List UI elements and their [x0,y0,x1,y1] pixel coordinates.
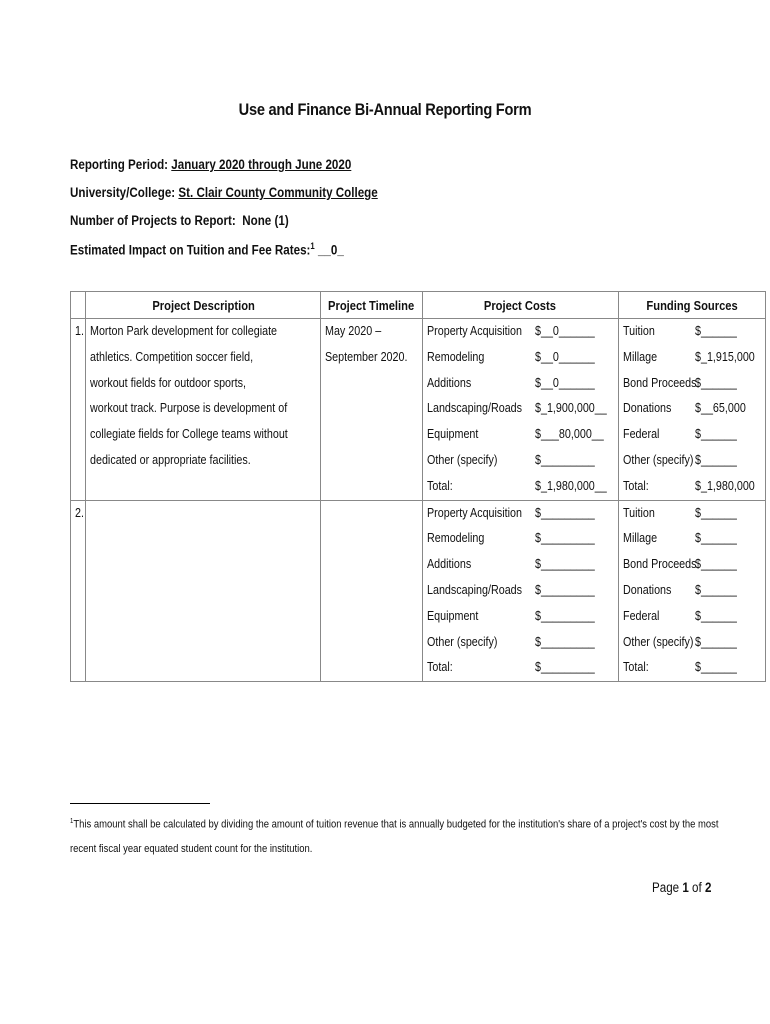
reporting-period-value: January 2020 through June 2020 [171,157,352,172]
page-total: 2 [704,880,712,895]
page-number [652,880,711,895]
projects-count [70,213,289,228]
page-current: 1 [682,880,689,895]
project-costs: Property Acquisition $_________ Remodeling $_________ Additions $_________ Landscaping/Roads $_________ Equipment $_________ Other (specify) $_________ Total: $_________ [422,500,618,682]
header-timeline: Project Timeline [321,292,422,319]
table-row [71,319,766,501]
page-prefix: Page [652,880,680,895]
funding-sources: Tuition $______ Millage $______ Bond Proceeds $______ Donations $______ Federal $______ Other (specify) $______ Total: $______ [619,500,766,682]
table-row [71,500,766,682]
funding-sources: Tuition $______ Millage $_1,915,000 Bond Proceeds $______ Donations $__65,000 Federal $______ Other (specify) $______ Total: $_1,980,000 [619,319,766,501]
impact-label: Estimated Impact on Tuition and Fee Rates: [70,242,311,258]
projects-label: Number of Projects to Report: [70,213,236,228]
reporting-period [70,157,351,172]
projects-table [70,291,766,682]
impact-value: __0_ [317,242,344,258]
impact-footnote-ref: 1 [310,241,315,251]
college [70,185,378,200]
impact [70,241,344,258]
footnote-text-2: recent fiscal year equated student count for the institution. [70,843,313,855]
page-of: of [692,880,702,895]
header-number [71,292,86,319]
project-timeline [321,500,422,682]
row-number: 1. [71,319,86,501]
footnote-mark: 1 [70,818,74,825]
header-funding: Funding Sources [619,292,766,319]
college-value: St. Clair County Community College [178,185,378,200]
project-description: Morton Park development for collegiate athletics. Competition soccer field, workout fields for outdoor sports, workout track. Purpose is development of collegiate fields for College teams without dedicated or appropriate facilities. [86,319,321,501]
footnote-text-1: This amount shall be calculated by dividing the amount of tuition revenue that is annually budgeted for the institution's share of a project's cost by the most [73,818,719,831]
project-costs: Property Acquisition $__0______ Remodeling $__0______ Additions $__0______ Landscaping/Roads $_1,900,000__ Equipment $___80,000__ Other (specify) $_________ Total: $_1,980,000__ [422,319,618,501]
reporting-period-label: Reporting Period: [70,157,169,172]
project-description [86,500,321,682]
footnote-line-2 [70,843,312,855]
college-label: University/College: [70,185,176,200]
row-number: 2. [71,500,86,682]
table-header-row [71,292,766,319]
header-description: Project Description [86,292,321,319]
footnote-divider [70,803,210,804]
projects-value: None (1) [242,213,289,228]
page-title: Use and Finance Bi-Annual Reporting Form [238,100,532,119]
project-timeline: May 2020 – September 2020. [321,319,422,501]
footnote-line-1 [70,818,719,831]
header-costs: Project Costs [422,292,618,319]
